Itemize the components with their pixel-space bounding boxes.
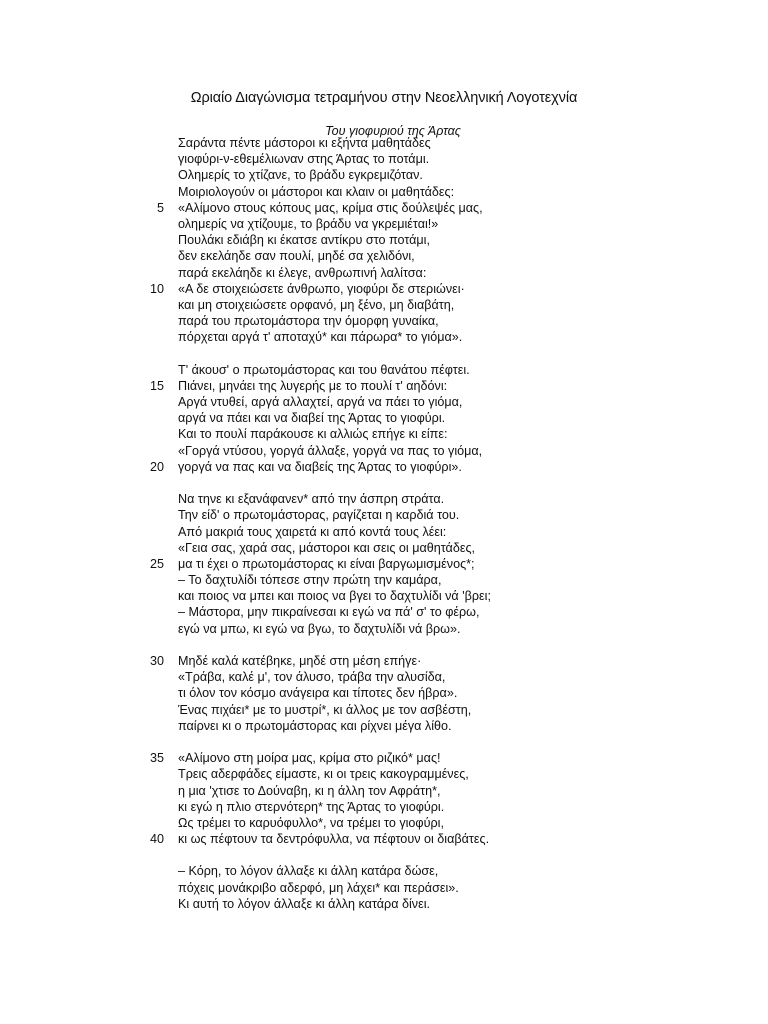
line-text: Κι αυτή το λόγον άλλαξε κι άλλη κατάρα δίνει. xyxy=(178,896,430,911)
poem-line xyxy=(0,443,768,459)
poem-line xyxy=(0,167,768,183)
poem-line xyxy=(0,750,768,766)
line-number: 15 xyxy=(149,378,164,393)
line-text: εγώ να μπω, κι εγώ να βγω, το δαχτυλίδι νά βρω». xyxy=(178,621,461,636)
poem-line xyxy=(0,799,768,815)
poem-line xyxy=(0,896,768,912)
line-text: γιοφύρι-ν-εθεμέλιωναν στης Άρτας το ποτάμι. xyxy=(178,152,430,167)
line-text: – Μάστορα, μην πικραίνεσαι κι εγώ να πά' σ' το φέρω, xyxy=(178,605,480,620)
poem-line xyxy=(0,362,768,378)
line-number: 30 xyxy=(149,654,164,668)
line-text: Πουλάκι εδιάβη κι έκατσε αντίκρυ στο ποτάμι, xyxy=(178,233,430,248)
line-text: «Αλίμονο στους κόπους μας, κρίμα στις δούλεψές μας, xyxy=(178,200,483,215)
poem-line xyxy=(0,216,768,232)
poem-line xyxy=(0,426,768,442)
line-text: Σαράντα πέντε μάστοροι κι εξήντα μαθητάδες xyxy=(178,136,431,150)
line-text: «Γεια σας, χαρά σας, μάστοροι και σεις οι μαθητάδες, xyxy=(178,540,476,555)
line-text: – Το δαχτυλίδι τόπεσε στην πρώτη την καμάρα, xyxy=(178,573,442,588)
line-text: γοργά να πας και να διαβείς της Άρτας το γιοφύρι». xyxy=(178,459,462,474)
poem-line xyxy=(0,880,768,896)
poem-title: Του γιοφυριού της Άρτας xyxy=(325,124,461,138)
poem-line xyxy=(0,604,768,620)
poem-line xyxy=(0,540,768,556)
line-text: – Κόρη, το λόγον άλλαξε κι άλλη κατάρα δώσε, xyxy=(178,864,439,879)
line-text: τι όλον τον κόσμο ανάγειρα και τίποτες δεν ήβρα». xyxy=(178,686,458,701)
poem-line xyxy=(0,524,768,540)
line-text: δεν εκελάηδε σαν πουλί, μηδέ σα χελιδόνι, xyxy=(178,249,415,264)
line-text: «Τράβα, καλέ μ', τον άλυσο, τράβα την αλυσίδα, xyxy=(178,670,446,685)
line-text: Πιάνει, μηνάει της λυγερής με το πουλί τ' αηδόνι: xyxy=(178,378,448,393)
stanza-break xyxy=(0,345,768,361)
poem-line xyxy=(0,459,768,475)
line-number: 5 xyxy=(156,200,164,215)
poem-line xyxy=(0,232,768,248)
line-text: ολημερίς να χτίζουμε, το βράδυ να γκρεμιέται!» xyxy=(178,216,439,231)
poem-line xyxy=(0,572,768,588)
line-text: Τ' άκουσ' ο πρωτομάστορας και του θανάτου πέφτει. xyxy=(178,362,470,377)
poem-line xyxy=(0,410,768,426)
poem-line xyxy=(0,135,768,151)
poem-body xyxy=(0,135,768,912)
line-text: Μηδέ καλά κατέβηκε, μηδέ στη μέση επήγε· xyxy=(178,654,422,668)
line-text: «Αλίμονο στη μοίρα μας, κρίμα στο ριζικό* μας! xyxy=(178,751,441,766)
line-number: 25 xyxy=(149,556,164,571)
line-text: αργά να πάει και να διαβεί της Άρτας το γιοφύρι. xyxy=(178,411,446,426)
poem-line xyxy=(0,200,768,216)
line-text: Ως τρέμει το καρυόφυλλο*, να τρέμει το γιοφύρι, xyxy=(178,815,444,830)
poem-line xyxy=(0,863,768,879)
poem-line xyxy=(0,265,768,281)
line-text: «Α δε στοιχειώσετε άνθρωπο, γιοφύρι δε στεριώνει· xyxy=(178,281,465,296)
line-number: 35 xyxy=(149,751,164,766)
line-text: Μοιριολογούν οι μάστοροι και κλαιν οι μαθητάδες: xyxy=(178,184,455,199)
line-text: Τρεις αδερφάδες είμαστε, κι οι τρεις κακογραμμένες, xyxy=(178,767,469,782)
line-text: κι ως πέφτουν τα δεντρόφυλλα, να πέφτουν οι διαβάτες. xyxy=(178,832,490,847)
line-text: Από μακριά τους χαιρετά κι από κοντά τους λέει: xyxy=(178,524,447,539)
line-text: Την είδ' ο πρωτομάστορας, ραγίζεται η καρδιά του. xyxy=(178,508,460,523)
line-number: 10 xyxy=(149,281,164,296)
poem-line xyxy=(0,507,768,523)
stanza-break xyxy=(0,847,768,863)
poem-line xyxy=(0,815,768,831)
poem-line xyxy=(0,685,768,701)
poem-line xyxy=(0,184,768,200)
poem-line xyxy=(0,588,768,604)
line-number: 40 xyxy=(149,832,164,847)
poem-line xyxy=(0,556,768,572)
poem-line xyxy=(0,831,768,847)
poem-line xyxy=(0,718,768,734)
stanza-break xyxy=(0,734,768,750)
poem-line xyxy=(0,151,768,167)
line-text: παρά εκελάηδε κι έλεγε, ανθρωπινή λαλίτσα: xyxy=(178,265,427,280)
line-number: 20 xyxy=(149,459,164,474)
line-text: Ένας πιχάει* με το μυστρί*, κι άλλος με τον ασβέστη, xyxy=(178,702,472,717)
line-text: Να τηνε κι εξανάφανεν* από την άσπρη στράτα. xyxy=(178,492,445,507)
poem-line xyxy=(0,313,768,329)
line-text: και μη στοιχειώσετε ορφανό, μη ξένο, μη διαβάτη, xyxy=(178,297,455,312)
poem-line xyxy=(0,653,768,669)
poem-line xyxy=(0,766,768,782)
poem-line xyxy=(0,783,768,799)
stanza-break xyxy=(0,475,768,491)
line-text: «Γοργά ντύσου, γοργά άλλαξε, γοργά να πας το γιόμα, xyxy=(178,443,483,458)
poem-line xyxy=(0,669,768,685)
line-text: η μια 'χτισε το Δούναβη, κι η άλλη τον Αφράτη*, xyxy=(178,783,441,798)
line-text: πόχεις μονάκριβο αδερφό, μη λάχει* και περάσει». xyxy=(178,880,459,895)
line-text: Ολημερίς το χτίζανε, το βράδυ εγκρεμιζόταν. xyxy=(178,168,423,183)
poem-line xyxy=(0,281,768,297)
poem-line xyxy=(0,491,768,507)
poem-line xyxy=(0,702,768,718)
line-text: μα τι έχει ο πρωτομάστορας κι είναι βαργωμισμένος*; xyxy=(178,556,475,571)
poem-line xyxy=(0,297,768,313)
line-text: και ποιος να μπει και ποιος να βγει το δαχτυλίδι νά 'βρει; xyxy=(178,589,491,604)
line-text: Αργά ντυθεί, αργά αλλαχτεί, αργά να πάει το γιόμα, xyxy=(178,395,463,409)
line-text: κι εγώ η πλιο στερνότερη* της Άρτας το γιοφύρι. xyxy=(178,799,445,814)
poem-line xyxy=(0,378,768,394)
line-text: παίρνει κι ο πρωτομάστορας και ρίχνει μέγα λίθο. xyxy=(178,718,452,733)
poem-line xyxy=(0,248,768,264)
poem-line xyxy=(0,621,768,637)
poem-line xyxy=(0,329,768,345)
page-title: Ωριαίο Διαγώνισμα τετραμήνου στην Νεοελληνική Λογοτεχνία xyxy=(190,90,578,106)
line-text: παρά του πρωτομάστορα την όμορφη γυναίκα, xyxy=(178,314,439,329)
line-text: πόρχεται αργά τ' αποταχύ* και πάρωρα* το γιόμα». xyxy=(178,330,463,345)
poem-line xyxy=(0,394,768,410)
stanza-break xyxy=(0,637,768,653)
line-text: Και το πουλί παράκουσε κι αλλιώς επήγε κι είπε: xyxy=(178,427,448,442)
